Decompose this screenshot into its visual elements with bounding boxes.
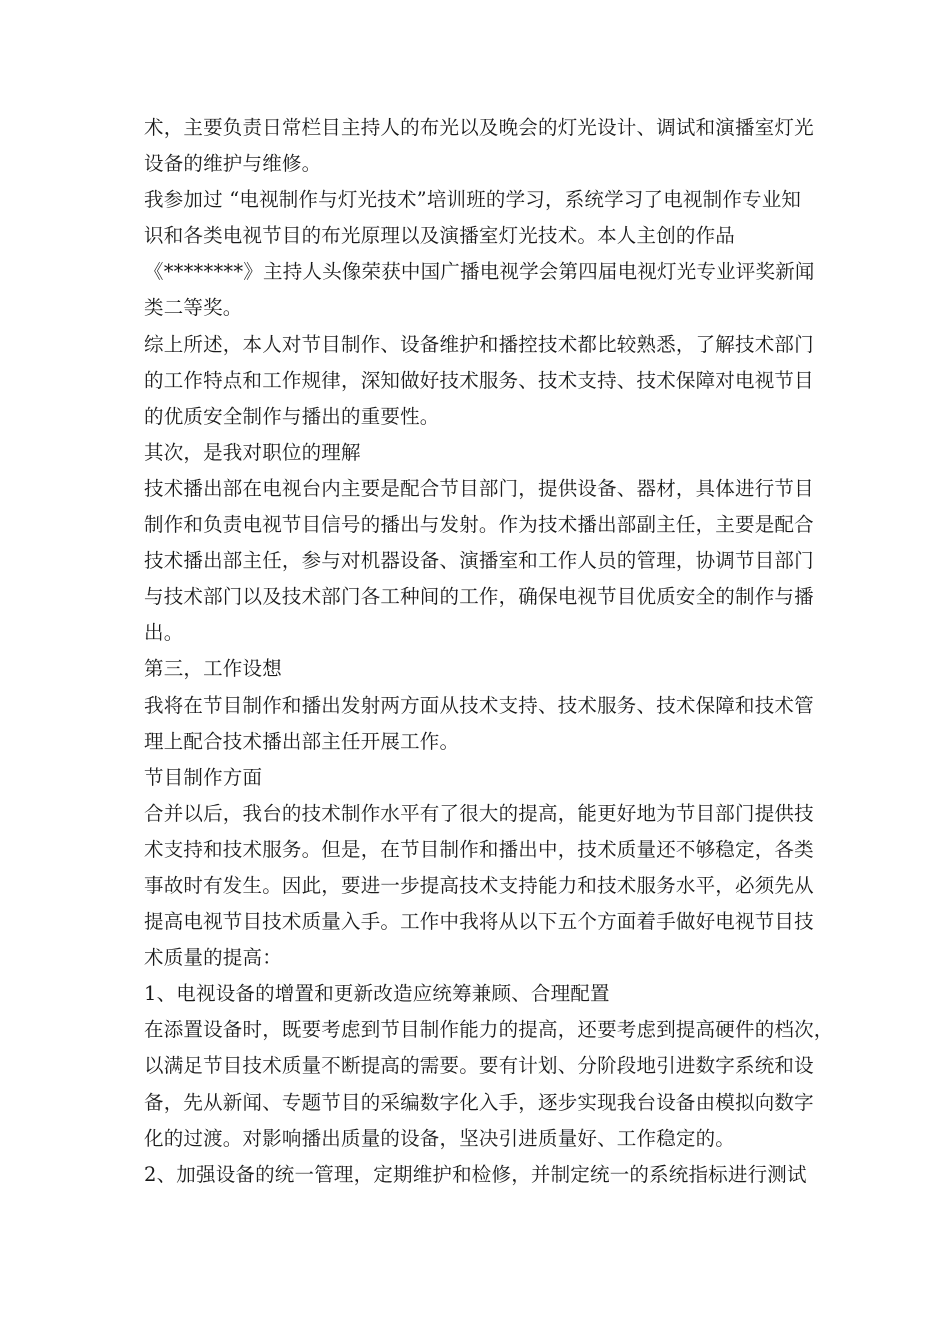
- text-line: 《********》主持人头像荣获中国广播电视学会第四届电视灯光专业评奖新闻: [144, 260, 815, 284]
- text-line: 合并以后，我台的技术制作水平有了很大的提高，能更好地为节目部门提供技: [144, 801, 814, 825]
- text-line: 术质量的提高：: [144, 946, 282, 970]
- section-heading: 其次，是我对职位的理解: [144, 440, 361, 464]
- text-line: 出。: [144, 621, 184, 645]
- text-line: 我将在节目制作和播出发射两方面从技术支持、技术服务、技术保障和技术管: [144, 693, 814, 717]
- text-line: 我参加过 “电视制作与灯光技术”培训班的学习，系统学习了电视制作专业知: [144, 188, 802, 212]
- document-body: [144, 110, 834, 1193]
- text-line: 类二等奖。: [144, 296, 243, 320]
- text-line: 备，先从新闻、专题节目的采编数字化入手，逐步实现我台设备由模拟向数字: [144, 1090, 814, 1114]
- text-line: 与技术部门以及技术部门各工种间的工作，确保电视节目优质安全的制作与播: [144, 585, 814, 609]
- list-item-heading: 2、加强设备的统一管理，定期维护和检修，并制定统一的系统指标进行测试: [144, 1162, 807, 1186]
- text-line: 技术播出部主任，参与对机器设备、演播室和工作人员的管理，协调节目部门: [144, 549, 814, 573]
- text-line: 技术播出部在电视台内主要是配合节目部门，提供设备、器材，具体进行节目: [144, 476, 814, 500]
- section-heading: 节目制作方面: [144, 765, 263, 789]
- text-line: 的工作特点和工作规律，深知做好技术服务、技术支持、技术保障对电视节目: [144, 368, 814, 392]
- text-line: 综上所述，本人对节目制作、设备维护和播控技术都比较熟悉，了解技术部门: [144, 332, 814, 356]
- text-line: 理上配合技术播出部主任开展工作。: [144, 729, 460, 753]
- text-line: 的优质安全制作与播出的重要性。: [144, 404, 440, 428]
- text-line: 提高电视节目技术质量入手。工作中我将从以下五个方面着手做好电视节目技: [144, 910, 814, 934]
- text-line: 设备的维护与维修。: [144, 152, 322, 176]
- list-item-heading: 1、电视设备的增置和更新改造应统筹兼顾、合理配置: [144, 982, 610, 1006]
- text-line: 在添置设备时，既要考虑到节目制作能力的提高，还要考虑到提高硬件的档次，: [144, 1018, 834, 1042]
- text-line: 制作和负责电视节目信号的播出与发射。作为技术播出部副主任，主要是配合: [144, 513, 814, 537]
- text-line: 识和各类电视节目的布光原理以及演播室灯光技术。本人主创的作品: [144, 224, 736, 248]
- text-line: 化的过渡。对影响播出质量的设备，坚决引进质量好、工作稳定的。: [144, 1126, 736, 1150]
- text-line: 术支持和技术服务。但是，在节目制作和播出中，技术质量还不够稳定，各类: [144, 837, 814, 861]
- text-line: 事故时有发生。因此，要进一步提高技术支持能力和技术服务水平，必须先从: [144, 873, 814, 897]
- text-line: 以满足节目技术质量不断提高的需要。要有计划、分阶段地引进数字系统和设: [144, 1054, 814, 1078]
- section-heading: 第三，工作设想: [144, 657, 282, 681]
- text-line: 术，主要负责日常栏目主持人的布光以及晚会的灯光设计、调试和演播室灯光: [144, 116, 814, 139]
